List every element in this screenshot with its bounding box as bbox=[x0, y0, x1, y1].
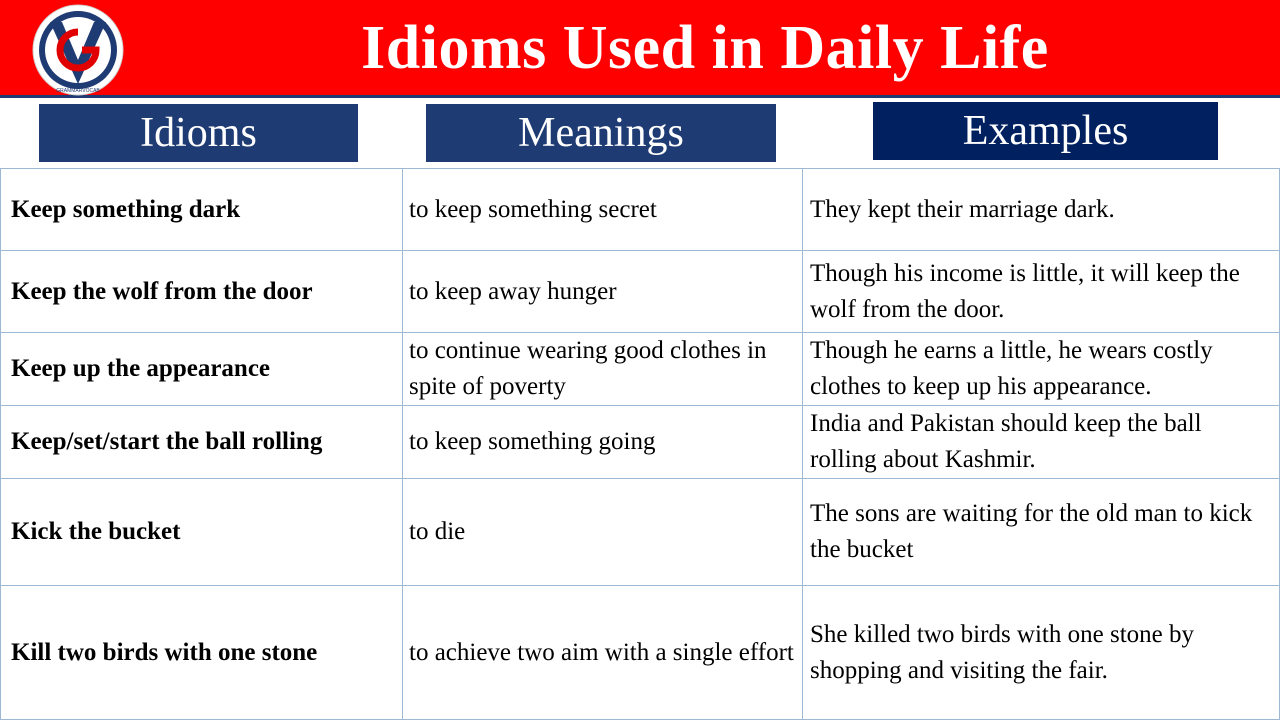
meaning-cell: to achieve two aim with a single effort bbox=[403, 586, 803, 720]
column-header-examples: Examples bbox=[873, 102, 1218, 160]
table-row bbox=[0, 586, 1280, 720]
idiom-cell: Keep up the appearance bbox=[0, 333, 403, 406]
column-header-meanings: Meanings bbox=[426, 104, 776, 162]
meaning-cell: to keep away hunger bbox=[403, 251, 803, 333]
idiom-cell: Keep/set/start the ball rolling bbox=[0, 406, 403, 479]
example-cell: The sons are waiting for the old man to kick the bucket bbox=[803, 479, 1280, 586]
example-cell: She killed two birds with one stone by shopping and visiting the fair. bbox=[803, 586, 1280, 720]
table-row bbox=[0, 333, 1280, 406]
example-cell: India and Pakistan should keep the ball rolling about Kashmir. bbox=[803, 406, 1280, 479]
idiom-cell: Kick the bucket bbox=[0, 479, 403, 586]
table-row bbox=[0, 168, 1280, 251]
idiom-cell: Keep something dark bbox=[0, 168, 403, 251]
svg-text:GRAMMARVOCAB: GRAMMARVOCAB bbox=[56, 88, 100, 94]
page-title: Idioms Used in Daily Life bbox=[361, 14, 1049, 82]
grammarvocab-logo bbox=[20, 2, 136, 98]
idiom-cell: Keep the wolf from the door bbox=[0, 251, 403, 333]
column-header-idioms: Idioms bbox=[39, 104, 358, 162]
title-banner bbox=[0, 0, 1280, 98]
table-row bbox=[0, 406, 1280, 479]
example-cell: Though his income is little, it will keep the wolf from the door. bbox=[803, 251, 1280, 333]
idioms-table bbox=[0, 168, 1280, 720]
meaning-cell: to keep something secret bbox=[403, 168, 803, 251]
example-cell: Though he earns a little, he wears costly clothes to keep up his appearance. bbox=[803, 333, 1280, 406]
table-row bbox=[0, 479, 1280, 586]
meaning-cell: to keep something going bbox=[403, 406, 803, 479]
meaning-cell: to continue wearing good clothes in spite of poverty bbox=[403, 333, 803, 406]
meaning-cell: to die bbox=[403, 479, 803, 586]
idiom-cell: Kill two birds with one stone bbox=[0, 586, 403, 720]
example-cell: They kept their marriage dark. bbox=[803, 168, 1280, 251]
table-row bbox=[0, 251, 1280, 333]
